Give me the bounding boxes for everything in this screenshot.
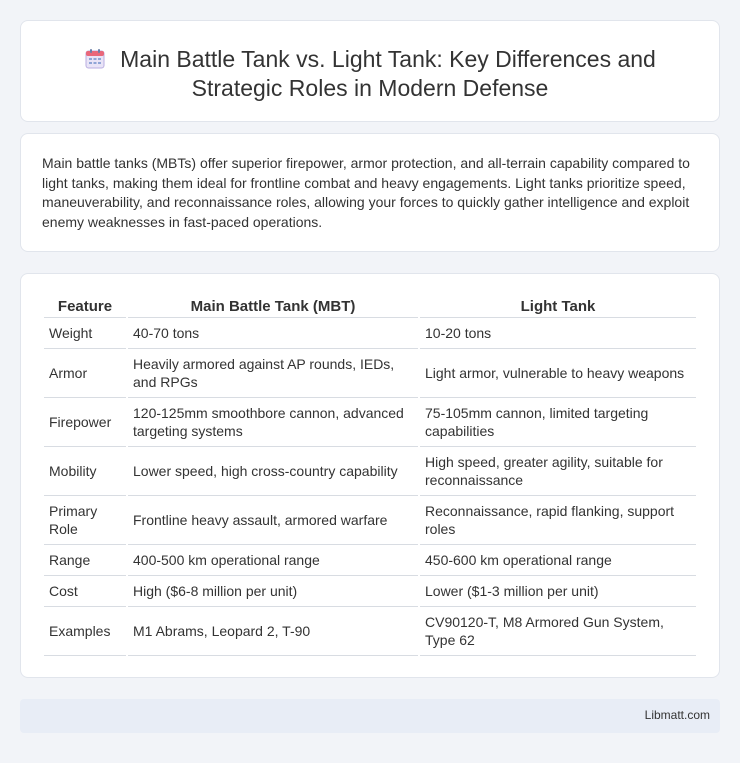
table-row [44, 496, 696, 545]
title-card [20, 20, 720, 122]
footer-brand-link[interactable]: Libmatt.com [644, 708, 710, 722]
feature-cell: Armor [44, 349, 126, 398]
title-line-1: Main Battle Tank vs. Light Tank: Key Differences and [120, 46, 656, 72]
feature-cell: Mobility [44, 447, 126, 496]
table-row [44, 447, 696, 496]
header-feature: Feature [44, 296, 126, 318]
mbt-cell: Heavily armored against AP rounds, IEDs, and RPGs [128, 349, 418, 398]
comparison-card [20, 273, 720, 678]
calendar-icon [84, 48, 106, 70]
table-row [44, 349, 696, 398]
feature-cell: Primary Role [44, 496, 126, 545]
light-tank-cell: Light armor, vulnerable to heavy weapons [420, 349, 696, 398]
header-mbt: Main Battle Tank (MBT) [128, 296, 418, 318]
light-tank-cell: Lower ($1-3 million per unit) [420, 576, 696, 607]
mbt-cell: 40-70 tons [128, 318, 418, 349]
comparison-table [42, 296, 698, 656]
mbt-cell: High ($6-8 million per unit) [128, 576, 418, 607]
mbt-cell: Frontline heavy assault, armored warfare [128, 496, 418, 545]
header-light-tank: Light Tank [420, 296, 696, 318]
page-title [21, 45, 719, 103]
light-tank-cell: 450-600 km operational range [420, 545, 696, 576]
footer [20, 699, 720, 733]
table-row [44, 607, 696, 656]
light-tank-cell: Reconnaissance, rapid flanking, support roles [420, 496, 696, 545]
feature-cell: Firepower [44, 398, 126, 447]
table-row [44, 318, 696, 349]
mbt-cell: 400-500 km operational range [128, 545, 418, 576]
table-row [44, 398, 696, 447]
mbt-cell: Lower speed, high cross-country capability [128, 447, 418, 496]
table-header-row [44, 296, 696, 318]
title-line-2: Strategic Roles in Modern Defense [191, 75, 549, 101]
table-row [44, 576, 696, 607]
feature-cell: Examples [44, 607, 126, 656]
feature-cell: Range [44, 545, 126, 576]
light-tank-cell: 10-20 tons [420, 318, 696, 349]
mbt-cell: 120-125mm smoothbore cannon, advanced targeting systems [128, 398, 418, 447]
table-row [44, 545, 696, 576]
light-tank-cell: 75-105mm cannon, limited targeting capabilities [420, 398, 696, 447]
light-tank-cell: CV90120-T, M8 Armored Gun System, Type 62 [420, 607, 696, 656]
intro-paragraph: Main battle tanks (MBTs) offer superior firepower, armor protection, and all-terrain capability compared to light tanks, making them ideal for frontline combat and heavy engagements. Light tanks prioritize speed, maneuverability, and reconnaissance roles, allowing your forces to quickly gather intelligence and exploit enemy weaknesses in fast-paced operations. [42, 155, 690, 230]
mbt-cell: M1 Abrams, Leopard 2, T-90 [128, 607, 418, 656]
intro-card [20, 133, 720, 252]
feature-cell: Cost [44, 576, 126, 607]
feature-cell: Weight [44, 318, 126, 349]
light-tank-cell: High speed, greater agility, suitable for reconnaissance [420, 447, 696, 496]
